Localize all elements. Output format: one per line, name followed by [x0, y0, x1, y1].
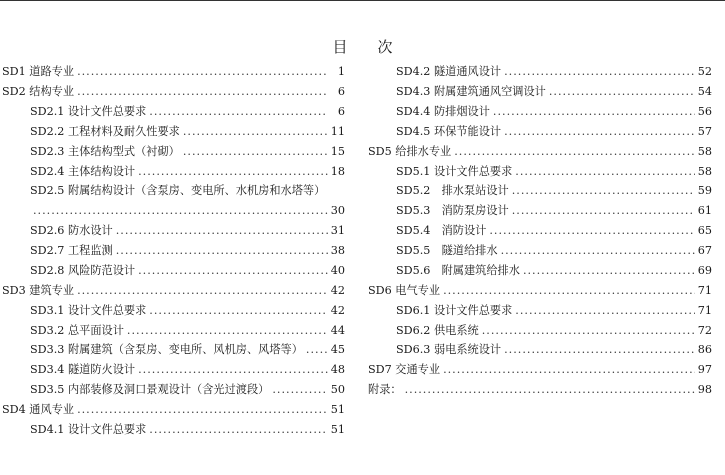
dot-leader [489, 225, 694, 236]
dot-leader [454, 146, 695, 157]
toc-entry[interactable] [368, 102, 712, 122]
toc-entry-page: 61 [697, 204, 712, 218]
toc-entry-title: SD2.6 防水设计 [30, 224, 113, 238]
toc-entry-page: 86 [697, 343, 712, 357]
toc-entry[interactable] [368, 261, 712, 281]
toc-entry-page: 45 [330, 343, 345, 357]
toc-entry-page: 58 [697, 144, 712, 158]
dot-leader [149, 106, 328, 117]
toc-entry[interactable] [2, 261, 345, 281]
toc-entry-title: SD3.1 设计文件总要求 [30, 303, 147, 317]
toc-entry[interactable] [368, 280, 712, 300]
toc-entry-page: 11 [330, 124, 345, 138]
toc-entry-title: SD4.5 环保节能设计 [396, 124, 502, 138]
dot-leader [272, 384, 327, 395]
dot-leader [138, 265, 328, 276]
toc-entry[interactable] [368, 141, 712, 161]
toc-entry-title: SD5.6 附属建筑给排水 [396, 263, 520, 277]
toc-entry-page: 59 [697, 184, 712, 198]
toc-entry-page: 50 [330, 383, 345, 397]
toc-entry-page: 42 [330, 303, 345, 317]
dot-leader [482, 325, 695, 336]
dot-leader [183, 146, 328, 157]
toc-entry[interactable] [2, 400, 345, 420]
dot-leader [405, 384, 695, 395]
toc-entry[interactable] [2, 201, 345, 221]
dot-leader [523, 265, 695, 276]
toc-entry-title: SD4.4 防排烟设计 [396, 105, 490, 119]
toc-entry-title: SD5 给排水专业 [368, 144, 452, 158]
toc-entry-page: 65 [697, 224, 712, 238]
toc-entry-title: SD3.4 隧道防火设计 [30, 363, 136, 377]
dot-leader [443, 285, 695, 296]
toc-entry-title: SD2 结构专业 [2, 85, 75, 99]
toc-entry[interactable] [2, 419, 345, 439]
dot-leader [127, 325, 328, 336]
toc-entry-title: SD6.1 设计文件总要求 [396, 303, 513, 317]
dot-leader [512, 185, 695, 196]
toc-entry[interactable] [2, 340, 345, 360]
toc-entry-title: SD6 电气专业 [368, 283, 441, 297]
dot-leader [77, 404, 328, 415]
toc-entry-page: 67 [697, 244, 712, 258]
toc-entry-page: 54 [697, 85, 712, 99]
toc-entry-title: SD4.3 附属建筑通风空调设计 [396, 85, 546, 99]
toc-entry-title: SD2.8 风险防范设计 [30, 263, 136, 277]
toc-left-column [2, 62, 345, 439]
toc-entry[interactable] [368, 62, 712, 82]
dot-leader [504, 66, 695, 77]
title-char-1: 目 [332, 38, 348, 56]
toc-entry-page: 15 [330, 144, 345, 158]
toc-entry-title: SD6.2 供电系统 [396, 323, 479, 337]
toc-entry-title: SD2.5 附属结构设计（含泵房、变电所、水机房和水塔等） [30, 184, 326, 198]
toc-entry-title: SD1 道路专业 [2, 65, 75, 79]
top-rule [0, 0, 725, 1]
toc-entry[interactable] [368, 181, 712, 201]
toc-entry[interactable] [2, 181, 345, 201]
toc-entry[interactable] [368, 380, 712, 400]
dot-leader [77, 66, 328, 77]
dot-leader [515, 305, 694, 316]
toc-entry-page: 58 [697, 164, 712, 178]
toc-entry-title: SD4.1 设计文件总要求 [30, 422, 147, 436]
toc-entry-page: 44 [330, 323, 345, 337]
toc-entry-page: 97 [697, 363, 712, 377]
toc-entry[interactable] [368, 221, 712, 241]
toc-entry[interactable] [2, 320, 345, 340]
title-char-2: 次 [377, 38, 393, 56]
toc-entry[interactable] [2, 300, 345, 320]
toc-entry-page: 6 [337, 85, 345, 99]
toc-entry-page: 48 [330, 363, 345, 377]
toc-entry-title: SD5.5 隧道给排水 [396, 244, 498, 258]
toc-entry-page: 71 [697, 283, 712, 297]
dot-leader [138, 166, 328, 177]
toc-entry[interactable] [368, 82, 712, 102]
dot-leader [138, 364, 328, 375]
toc-entry-page: 38 [330, 244, 345, 258]
toc-right-column [368, 62, 712, 400]
toc-entry-title: SD2.1 设计文件总要求 [30, 105, 147, 119]
toc-entry[interactable] [2, 82, 345, 102]
toc-entry[interactable] [368, 360, 712, 380]
toc-entry-page: 72 [697, 323, 712, 337]
toc-entry-title: SD5.4 消防设计 [396, 224, 487, 238]
dot-leader [149, 424, 327, 435]
dot-leader [77, 86, 328, 97]
toc-entry-page: 6 [337, 105, 345, 119]
toc-entry-title: SD4.2 隧道通风设计 [396, 65, 502, 79]
dot-leader [149, 305, 327, 316]
toc-entry[interactable] [368, 122, 712, 142]
toc-entry-title: SD3.2 总平面设计 [30, 323, 124, 337]
toc-entry-page: 42 [330, 283, 345, 297]
dot-leader [515, 166, 694, 177]
toc-entry[interactable] [2, 102, 345, 122]
toc-entry-page: 98 [697, 383, 712, 397]
toc-entry[interactable] [2, 122, 345, 142]
toc-entry-title: SD3.5 内部装修及洞口景观设计（含光过渡段） [30, 383, 270, 397]
toc-entry-title: SD7 交通专业 [368, 363, 441, 377]
toc-entry-page: 56 [697, 105, 712, 119]
toc-entry-title: SD5.2 排水泵站设计 [396, 184, 509, 198]
toc-entry-page: 51 [330, 402, 345, 416]
toc-entry[interactable] [368, 241, 712, 261]
toc-entry-page: 52 [697, 65, 712, 79]
toc-entry-title: SD2.3 主体结构型式（衬砌） [30, 144, 180, 158]
toc-entry[interactable] [2, 141, 345, 161]
toc-entry-title: SD2.2 工程材料及耐久性要求 [30, 124, 180, 138]
dot-leader [116, 245, 328, 256]
toc-entry[interactable] [2, 62, 345, 82]
dot-leader [501, 245, 695, 256]
page-title [0, 36, 725, 57]
toc-entry-title: SD5.3 消防泵房设计 [396, 204, 509, 218]
toc-entry-page: 69 [697, 263, 712, 277]
dot-leader [512, 205, 695, 216]
toc-entry[interactable] [2, 360, 345, 380]
toc-entry[interactable] [368, 300, 712, 320]
toc-entry-title: SD2.7 工程监测 [30, 244, 113, 258]
dot-leader [443, 364, 695, 375]
toc-entry[interactable] [368, 201, 712, 221]
toc-entry-page: 51 [330, 422, 345, 436]
toc-entry-title: 附录： [368, 383, 402, 397]
dot-leader [504, 344, 695, 355]
toc-entry-page: 18 [330, 164, 345, 178]
toc-entry[interactable] [368, 320, 712, 340]
dot-leader [116, 225, 328, 236]
toc-entry-title: SD3.3 附属建筑（含泵房、变电所、风机房、风塔等） [30, 343, 303, 357]
toc-entry-title: SD3 建筑专业 [2, 283, 75, 297]
dot-leader [549, 86, 695, 97]
toc-entry[interactable] [2, 221, 345, 241]
toc-entry-page: 31 [330, 224, 345, 238]
toc-entry-page: 30 [330, 204, 345, 218]
dot-leader [306, 344, 328, 355]
dot-leader [504, 126, 695, 137]
toc-entry[interactable] [2, 380, 345, 400]
toc-entry-title: SD6.3 弱电系统设计 [396, 343, 502, 357]
toc-entry-title: SD5.1 设计文件总要求 [396, 164, 513, 178]
toc-entry-title: SD4 通风专业 [2, 402, 75, 416]
toc-entry-page: 1 [337, 65, 345, 79]
dot-leader [493, 106, 695, 117]
toc-entry[interactable] [2, 241, 345, 261]
toc-entry-page: 57 [697, 124, 712, 138]
toc-entry[interactable] [2, 161, 345, 181]
dot-leader [183, 126, 328, 137]
toc-entry-page: 71 [697, 303, 712, 317]
toc-entry[interactable] [2, 280, 345, 300]
toc-entry-title: SD2.4 主体结构设计 [30, 164, 136, 178]
toc-entry[interactable] [368, 161, 712, 181]
dot-leader [33, 205, 328, 216]
toc-entry-page: 40 [330, 263, 345, 277]
toc-entry[interactable] [368, 340, 712, 360]
dot-leader [77, 285, 328, 296]
